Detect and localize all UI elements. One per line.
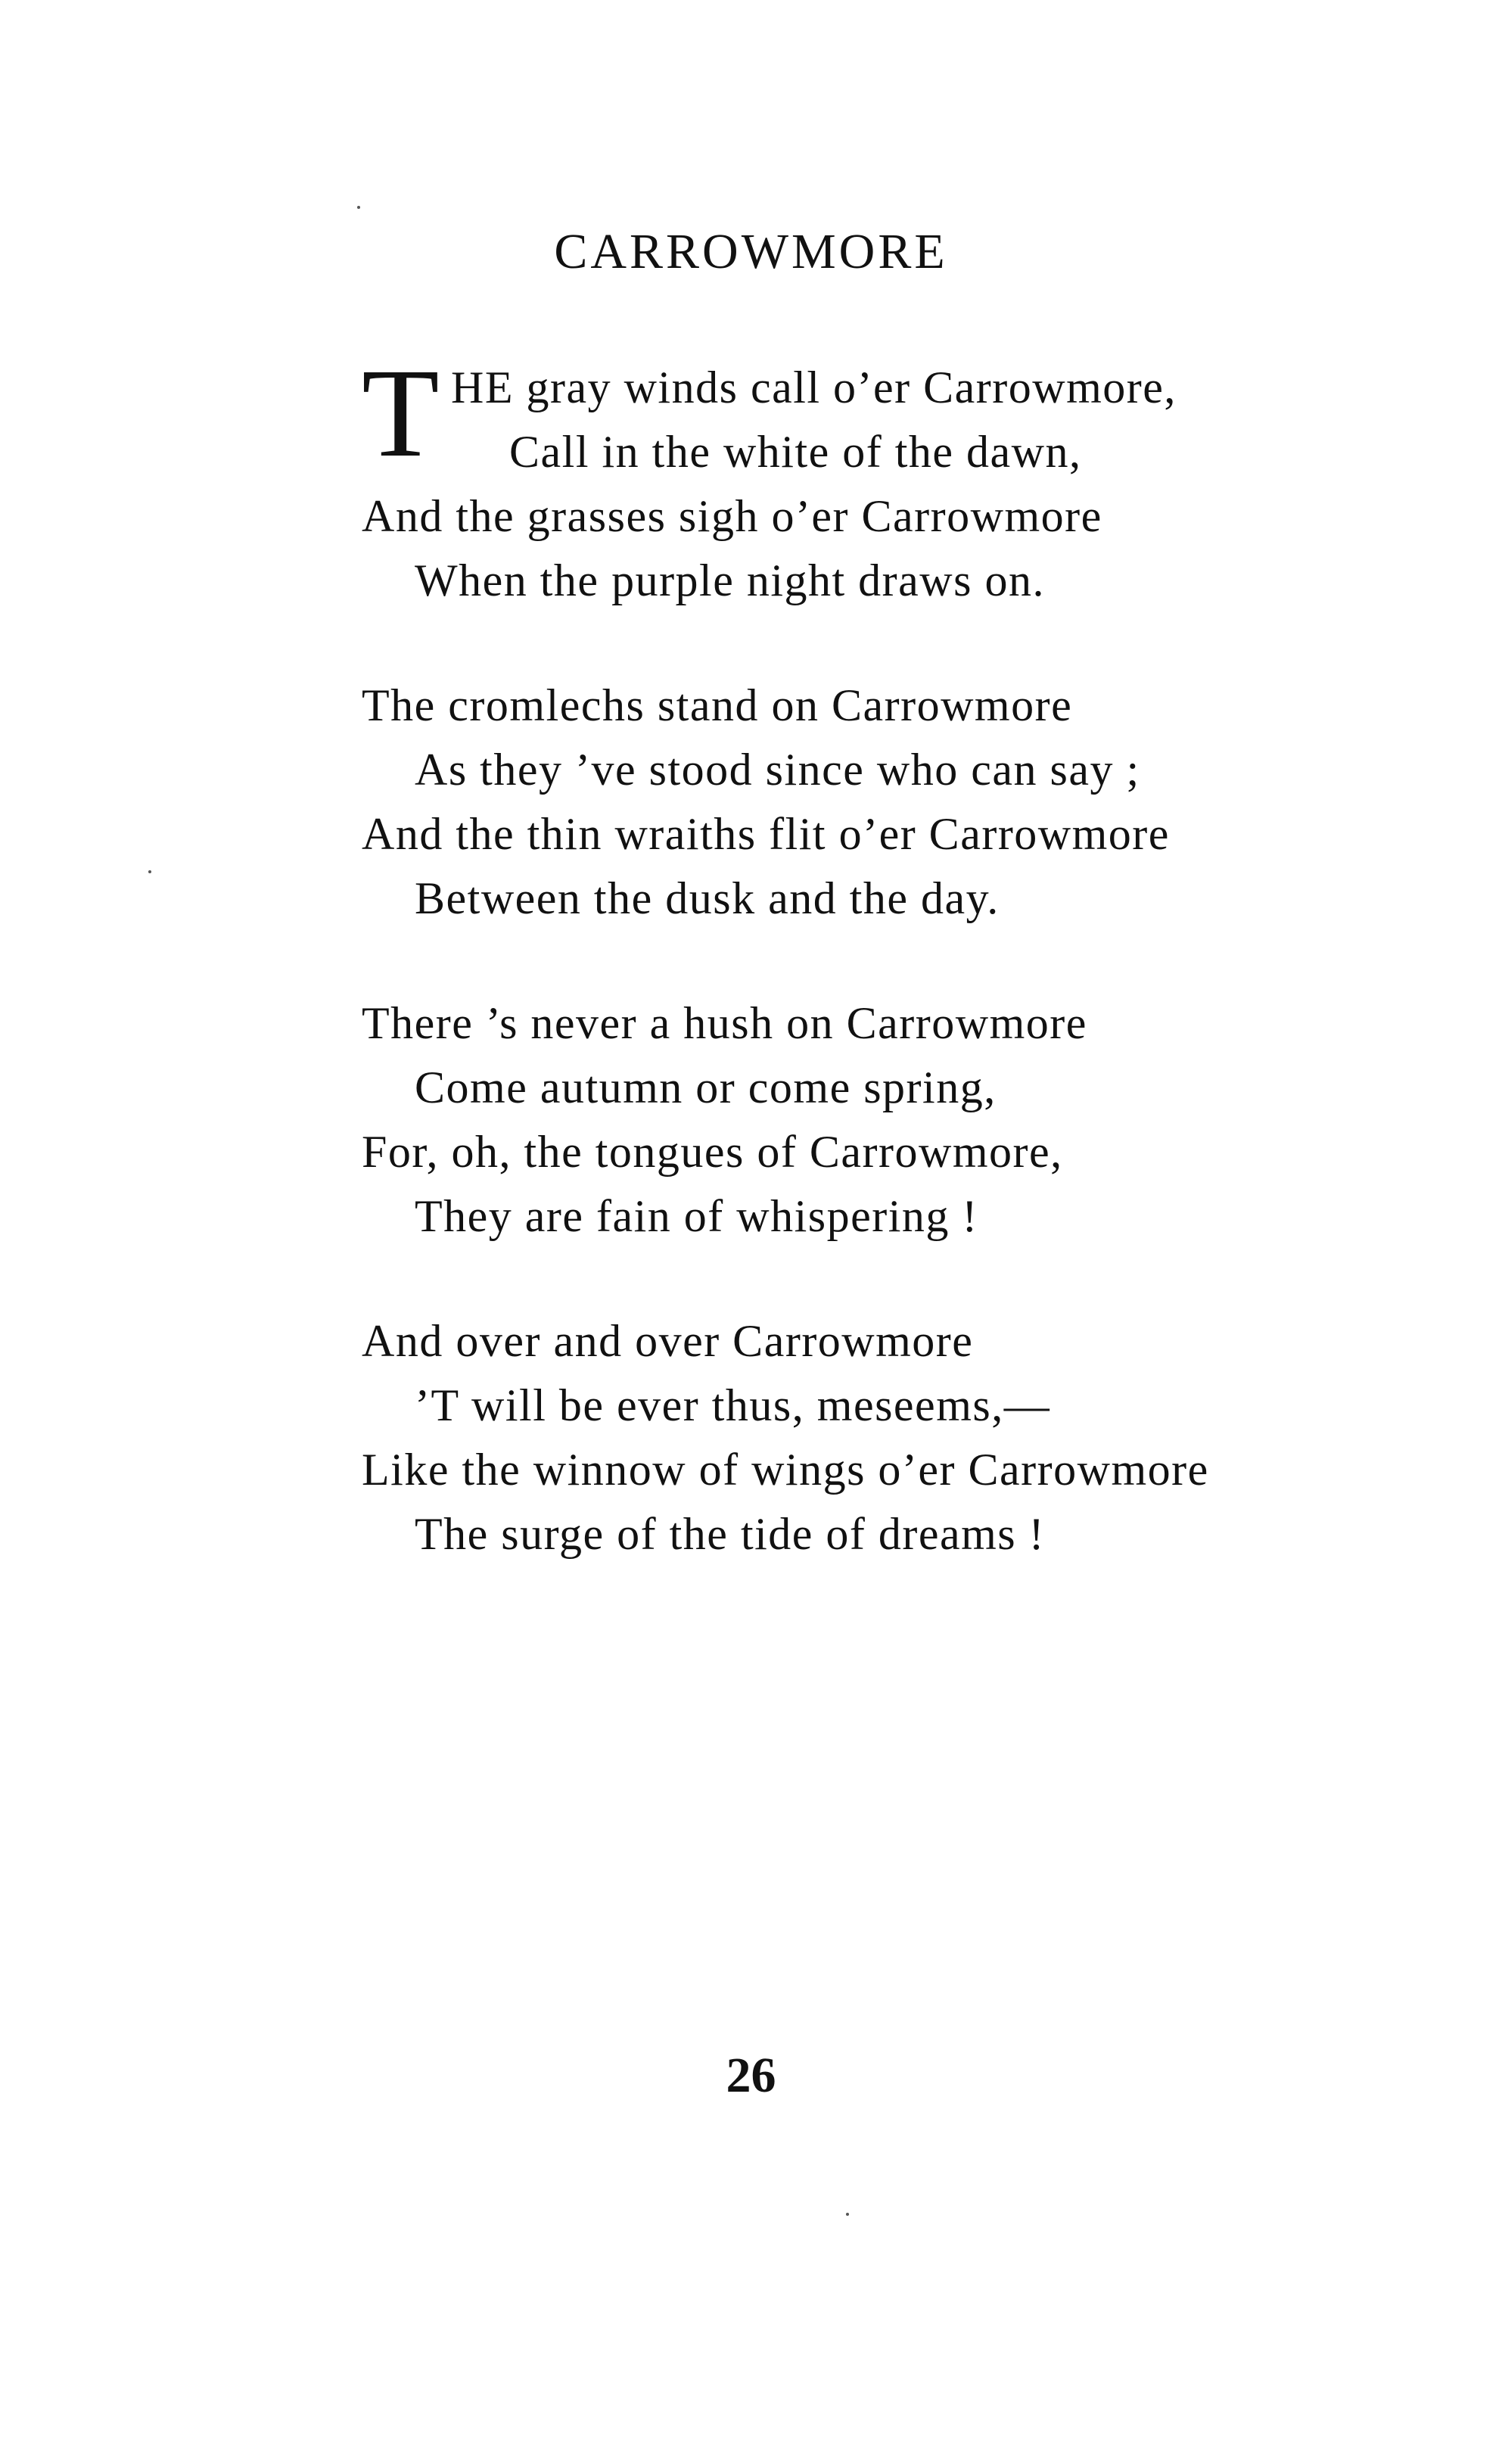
page-number: 26 — [726, 2048, 776, 2103]
poem-line: There ’s never a hush on Carrowmore — [362, 998, 1087, 1048]
poem-line: For, oh, the tongues of Carrowmore, — [362, 1127, 1063, 1177]
poem-line: The cromlechs stand on Carrowmore — [362, 680, 1073, 730]
stanza-1 — [362, 343, 1421, 613]
stanza-3 — [362, 991, 1421, 1249]
poem-body — [362, 343, 1421, 1627]
page-speck — [148, 870, 151, 873]
stanza-4 — [362, 1309, 1421, 1566]
poem-line: They are fain of whispering ! — [415, 1191, 978, 1241]
stanza-2 — [362, 674, 1421, 931]
poem-line: As they ’ve stood since who can say ; — [415, 745, 1140, 795]
page-speck — [846, 2213, 849, 2216]
page-speck — [357, 206, 360, 209]
poem-line: Between the dusk and the day. — [415, 873, 1000, 923]
poem-line: When the purple night draws on. — [415, 555, 1045, 605]
poem-line: And the thin wraiths flit o’er Carrowmore — [362, 809, 1170, 859]
poem-line: Call in the white of the dawn, — [509, 427, 1082, 477]
poem-line: And the grasses sigh o’er Carrowmore — [362, 491, 1102, 541]
poem-line: HE gray winds call o’er Carrowmore, — [451, 362, 1177, 412]
poem-title: CARROWMORE — [554, 224, 948, 279]
poem-line: The surge of the tide of dreams ! — [415, 1509, 1046, 1559]
poem-line: ’T will be ever thus, meseems,— — [415, 1380, 1051, 1430]
drop-cap: T — [362, 343, 440, 484]
poem-line: Like the winnow of wings o’er Carrowmore — [362, 1445, 1209, 1495]
poem-line: And over and over Carrowmore — [362, 1316, 974, 1366]
poem-line: Come autumn or come spring, — [415, 1062, 997, 1112]
